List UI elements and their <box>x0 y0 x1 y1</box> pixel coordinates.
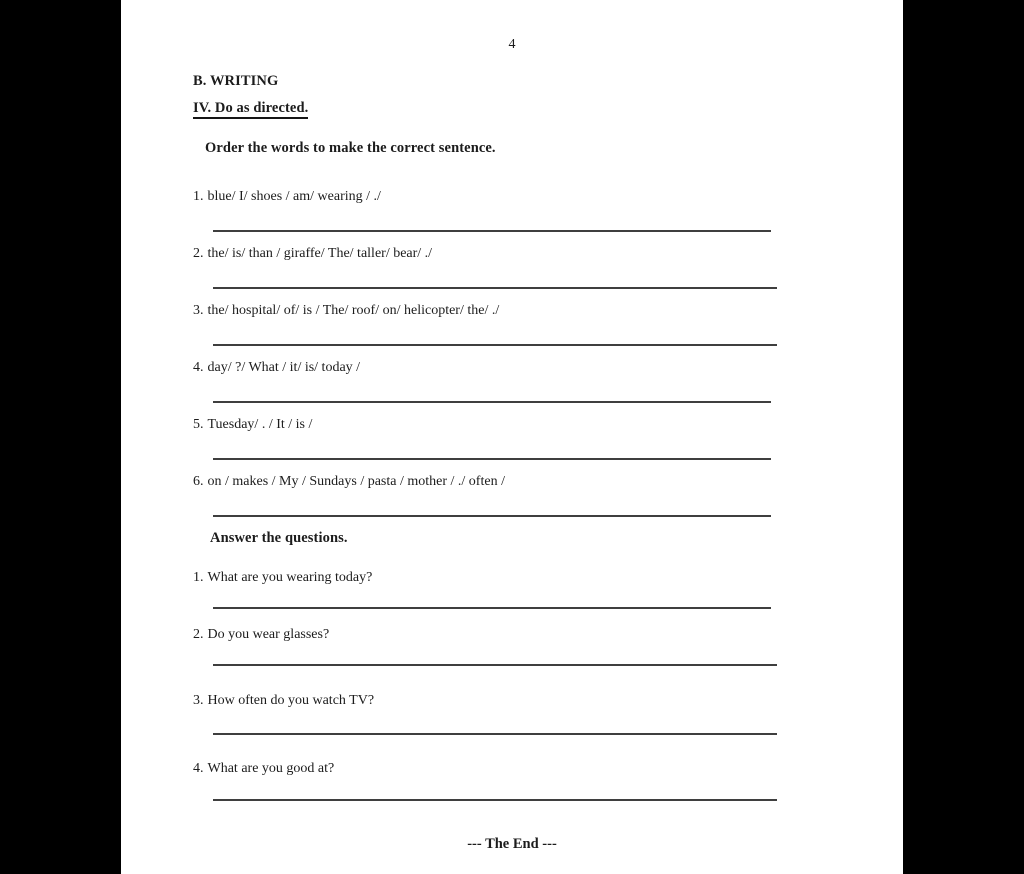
item-number: 2. <box>193 627 204 642</box>
end-marker: --- The End --- <box>467 836 557 852</box>
exercise2-item-1 <box>193 570 372 586</box>
item-number: 1. <box>193 189 204 204</box>
item-text: What are you wearing today? <box>207 570 373 585</box>
exercise2-item-4 <box>193 761 334 777</box>
item-text: blue/ I/ shoes / am/ wearing / ./ <box>207 189 381 204</box>
exercise1-item-4 <box>193 360 360 376</box>
item-number: 3. <box>193 693 204 708</box>
item-number: 4. <box>193 761 204 776</box>
item-number: 1. <box>193 570 204 585</box>
exercise2-item-3 <box>193 693 374 709</box>
exercise2-item-2 <box>193 627 329 643</box>
answer-blank-line <box>213 607 771 609</box>
task-heading-text: IV. Do as directed. <box>193 100 308 119</box>
item-text: Do you wear glasses? <box>207 627 330 642</box>
item-text: on / makes / My / Sundays / pasta / mother / ./ often / <box>207 474 505 489</box>
exercise1-item-1 <box>193 189 381 205</box>
item-text: Tuesday/ . / It / is / <box>207 417 313 432</box>
section-title: B. WRITING <box>193 73 279 89</box>
worksheet-page <box>121 0 903 874</box>
task-heading <box>193 100 308 117</box>
answer-blank-line <box>213 344 777 346</box>
answer-blank-line <box>213 515 771 517</box>
page-number: 4 <box>508 37 516 52</box>
item-number: 4. <box>193 360 204 375</box>
exercise1-item-5 <box>193 417 312 433</box>
exercise1-item-2 <box>193 246 432 262</box>
exercise1-item-3 <box>193 303 499 319</box>
item-number: 2. <box>193 246 204 261</box>
exercise1-item-6 <box>193 474 505 490</box>
answer-blank-line <box>213 401 771 403</box>
answer-blank-line <box>213 458 771 460</box>
item-number: 3. <box>193 303 204 318</box>
item-text: the/ is/ than / giraffe/ The/ taller/ bear/ ./ <box>207 246 433 261</box>
item-text: day/ ?/ What / it/ is/ today / <box>207 360 361 375</box>
answer-blank-line <box>213 230 771 232</box>
item-number: 6. <box>193 474 204 489</box>
item-text: the/ hospital/ of/ is / The/ roof/ on/ helicopter/ the/ ./ <box>207 303 500 318</box>
answer-blank-line <box>213 664 777 666</box>
answer-blank-line <box>213 733 777 735</box>
exercise1-instruction: Order the words to make the correct sentence. <box>205 140 496 156</box>
answer-blank-line <box>213 287 777 289</box>
answer-blank-line <box>213 799 777 801</box>
item-text: How often do you watch TV? <box>207 693 375 708</box>
item-text: What are you good at? <box>207 761 335 776</box>
item-number: 5. <box>193 417 204 432</box>
exercise2-instruction: Answer the questions. <box>210 530 348 546</box>
